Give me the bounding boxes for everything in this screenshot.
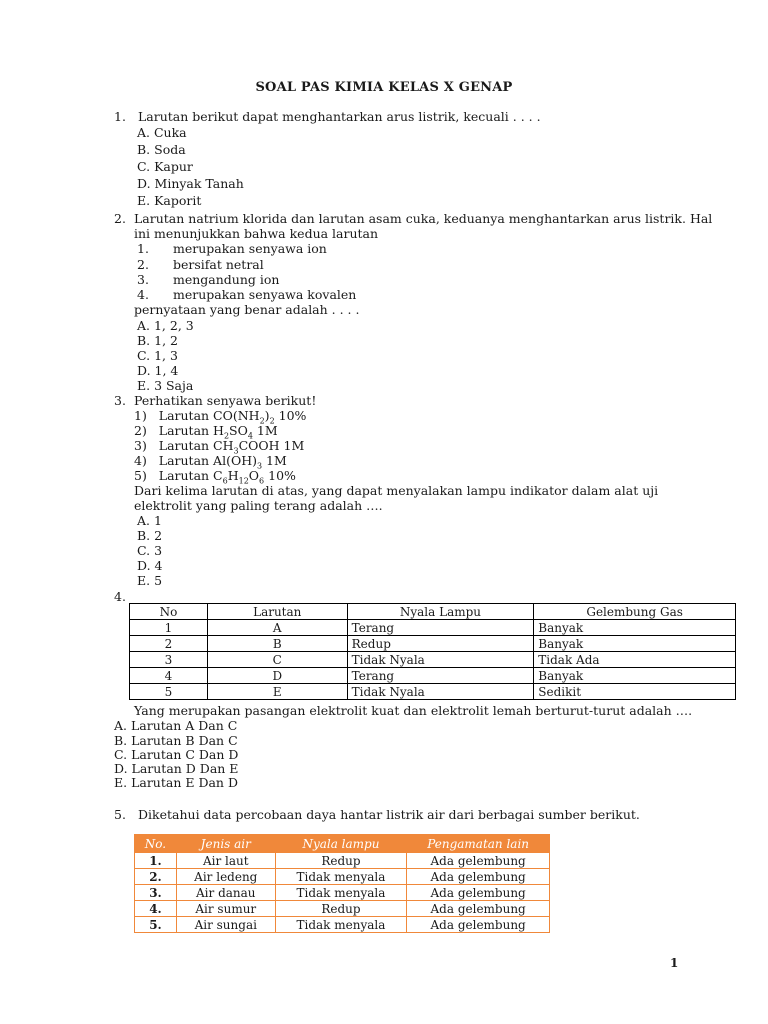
- table-header: Larutan: [207, 604, 347, 620]
- q5-table: [134, 834, 550, 933]
- q4-text: Yang merupakan pasangan elektrolit kuat dan elektrolit lemah berturut-turut adalah ….: [134, 703, 693, 718]
- table-row: [130, 620, 736, 636]
- q3-item-number: 4): [134, 453, 147, 468]
- table-row: [135, 869, 550, 885]
- table-row: [135, 885, 550, 901]
- table-cell: Air danau: [176, 885, 275, 901]
- q4-option: E. Larutan E Dan D: [114, 775, 238, 790]
- q3-item-number: 3): [134, 438, 147, 453]
- q3-option: B. 2: [137, 528, 163, 543]
- q1-text: Larutan berikut dapat menghantarkan arus listrik, kecuali . . . .: [138, 109, 541, 124]
- q4-number: 4.: [114, 589, 126, 604]
- q3-item-formula: Larutan $H_2SO_4$ 1M: [158, 423, 278, 441]
- table-row: [135, 917, 550, 933]
- q3-item-formula: Larutan $C_6H_{12}O_6$ 10%: [158, 468, 296, 486]
- q3-option: A. 1: [137, 513, 162, 528]
- table-cell: 3.: [135, 885, 177, 901]
- table-row: [130, 652, 736, 668]
- table-header: Nyala lampu: [275, 835, 407, 853]
- table-cell: 4: [130, 668, 208, 684]
- table-header-row: [130, 604, 736, 620]
- table-cell: D: [207, 668, 347, 684]
- table-cell: 5.: [135, 917, 177, 933]
- q2-option: B. 1, 2: [137, 333, 178, 348]
- table-header: Pengamatan lain: [407, 835, 550, 853]
- table-cell: Tidak menyala: [275, 885, 407, 901]
- table-cell: B: [207, 636, 347, 652]
- q2-statement-text: mengandung ion: [173, 272, 280, 287]
- table-cell: Air ledeng: [176, 869, 275, 885]
- q4-option: A. Larutan A Dan C: [114, 718, 238, 733]
- table-cell: Ada gelembung: [407, 853, 550, 869]
- table-cell: Tidak Ada: [534, 652, 736, 668]
- q3-item-number: 1): [134, 408, 147, 423]
- q2-statement-number: 1.: [137, 241, 149, 256]
- table-row: [135, 853, 550, 869]
- q2-text: Larutan natrium klorida dan larutan asam cuka, keduanya menghantarkan arus listrik. Hal: [134, 211, 713, 226]
- table-cell: 1: [130, 620, 208, 636]
- q2-statement-number: 3.: [137, 272, 149, 287]
- q1-option: E. Kaporit: [137, 193, 202, 208]
- q3-text-3: elektrolit yang paling terang adalah ….: [134, 498, 383, 513]
- table-cell: A: [207, 620, 347, 636]
- table-cell: 2.: [135, 869, 177, 885]
- table-header: No.: [135, 835, 177, 853]
- table-cell: Air sumur: [176, 901, 275, 917]
- q4-option: B. Larutan B Dan C: [114, 733, 238, 748]
- table-cell: Terang: [347, 668, 534, 684]
- table-row: [130, 636, 736, 652]
- table-cell: Air laut: [176, 853, 275, 869]
- table-cell: 1.: [135, 853, 177, 869]
- q3-item-number: 5): [134, 468, 147, 483]
- q2-option: D. 1, 4: [137, 363, 179, 378]
- q3-item-number: 2): [134, 423, 147, 438]
- q3-number: 3.: [114, 393, 126, 408]
- q1-option: C. Kapur: [137, 159, 193, 174]
- q3-item-formula: Larutan $CO(NH_2)_2$ 10%: [158, 408, 307, 426]
- table-header: Gelembung Gas: [534, 604, 736, 620]
- q1-option: D. Minyak Tanah: [137, 176, 244, 191]
- q2-statement-text: merupakan senyawa ion: [173, 241, 327, 256]
- q1-number: 1.: [114, 109, 126, 124]
- table-row: [130, 684, 736, 700]
- table-cell: 5: [130, 684, 208, 700]
- q3-text-2: Dari kelima larutan di atas, yang dapat menyalakan lampu indikator dalam alat uji: [134, 483, 659, 498]
- q2-text-cont: ini menunjukkan bahwa kedua larutan: [134, 226, 379, 241]
- table-header: Nyala Lampu: [347, 604, 534, 620]
- table-cell: C: [207, 652, 347, 668]
- table-cell: Ada gelembung: [407, 869, 550, 885]
- table-cell: Banyak: [534, 620, 736, 636]
- q4-table: [129, 603, 736, 700]
- table-cell: E: [207, 684, 347, 700]
- q3-text: Perhatikan senyawa berikut!: [134, 393, 317, 408]
- page-title: SOAL PAS KIMIA KELAS X GENAP: [255, 80, 513, 95]
- q1-option: A. Cuka: [137, 125, 187, 140]
- q2-prompt: pernyataan yang benar adalah . . . .: [134, 302, 360, 317]
- table-row: [130, 668, 736, 684]
- table-cell: Redup: [275, 853, 407, 869]
- table-cell: 2: [130, 636, 208, 652]
- table-header: Jenis air: [176, 835, 275, 853]
- table-cell: Air sungai: [176, 917, 275, 933]
- q3-option: C. 3: [137, 543, 163, 558]
- q2-statement-text: bersifat netral: [173, 257, 264, 272]
- table-cell: Ada gelembung: [407, 917, 550, 933]
- table-cell: Banyak: [534, 668, 736, 684]
- q5-text: Diketahui data percobaan daya hantar listrik air dari berbagai sumber berikut.: [138, 807, 640, 822]
- table-cell: Tidak menyala: [275, 917, 407, 933]
- table-cell: Banyak: [534, 636, 736, 652]
- page-number: 1: [670, 956, 679, 970]
- q2-number: 2.: [114, 211, 126, 226]
- table-row: [135, 901, 550, 917]
- q3-item-formula: Larutan $CH_3COOH$ 1M: [158, 438, 305, 456]
- table-cell: Redup: [347, 636, 534, 652]
- q1-option: B. Soda: [137, 142, 186, 157]
- table-header-row: [135, 835, 550, 853]
- table-cell: Tidak Nyala: [347, 652, 534, 668]
- q4-option: C. Larutan C Dan D: [114, 747, 239, 762]
- table-header: No: [130, 604, 208, 620]
- q2-option: C. 1, 3: [137, 348, 178, 363]
- q2-option: E. 3 Saja: [137, 378, 194, 393]
- table-cell: Tidak Nyala: [347, 684, 534, 700]
- q5-number: 5.: [114, 807, 126, 822]
- table-cell: Redup: [275, 901, 407, 917]
- q3-option: E. 5: [137, 573, 163, 588]
- q2-option: A. 1, 2, 3: [137, 318, 194, 333]
- table-cell: Terang: [347, 620, 534, 636]
- table-cell: Tidak menyala: [275, 869, 407, 885]
- table-cell: Ada gelembung: [407, 901, 550, 917]
- q2-statement-number: 4.: [137, 287, 149, 302]
- q4-option: D. Larutan D Dan E: [114, 761, 239, 776]
- q2-statement-text: merupakan senyawa kovalen: [173, 287, 357, 302]
- table-cell: 4.: [135, 901, 177, 917]
- q3-item-formula: Larutan $Al(OH)_3$ 1M: [158, 453, 287, 471]
- q3-option: D. 4: [137, 558, 163, 573]
- table-cell: Ada gelembung: [407, 885, 550, 901]
- table-cell: Sedikit: [534, 684, 736, 700]
- q2-statement-number: 2.: [137, 257, 149, 272]
- table-cell: 3: [130, 652, 208, 668]
